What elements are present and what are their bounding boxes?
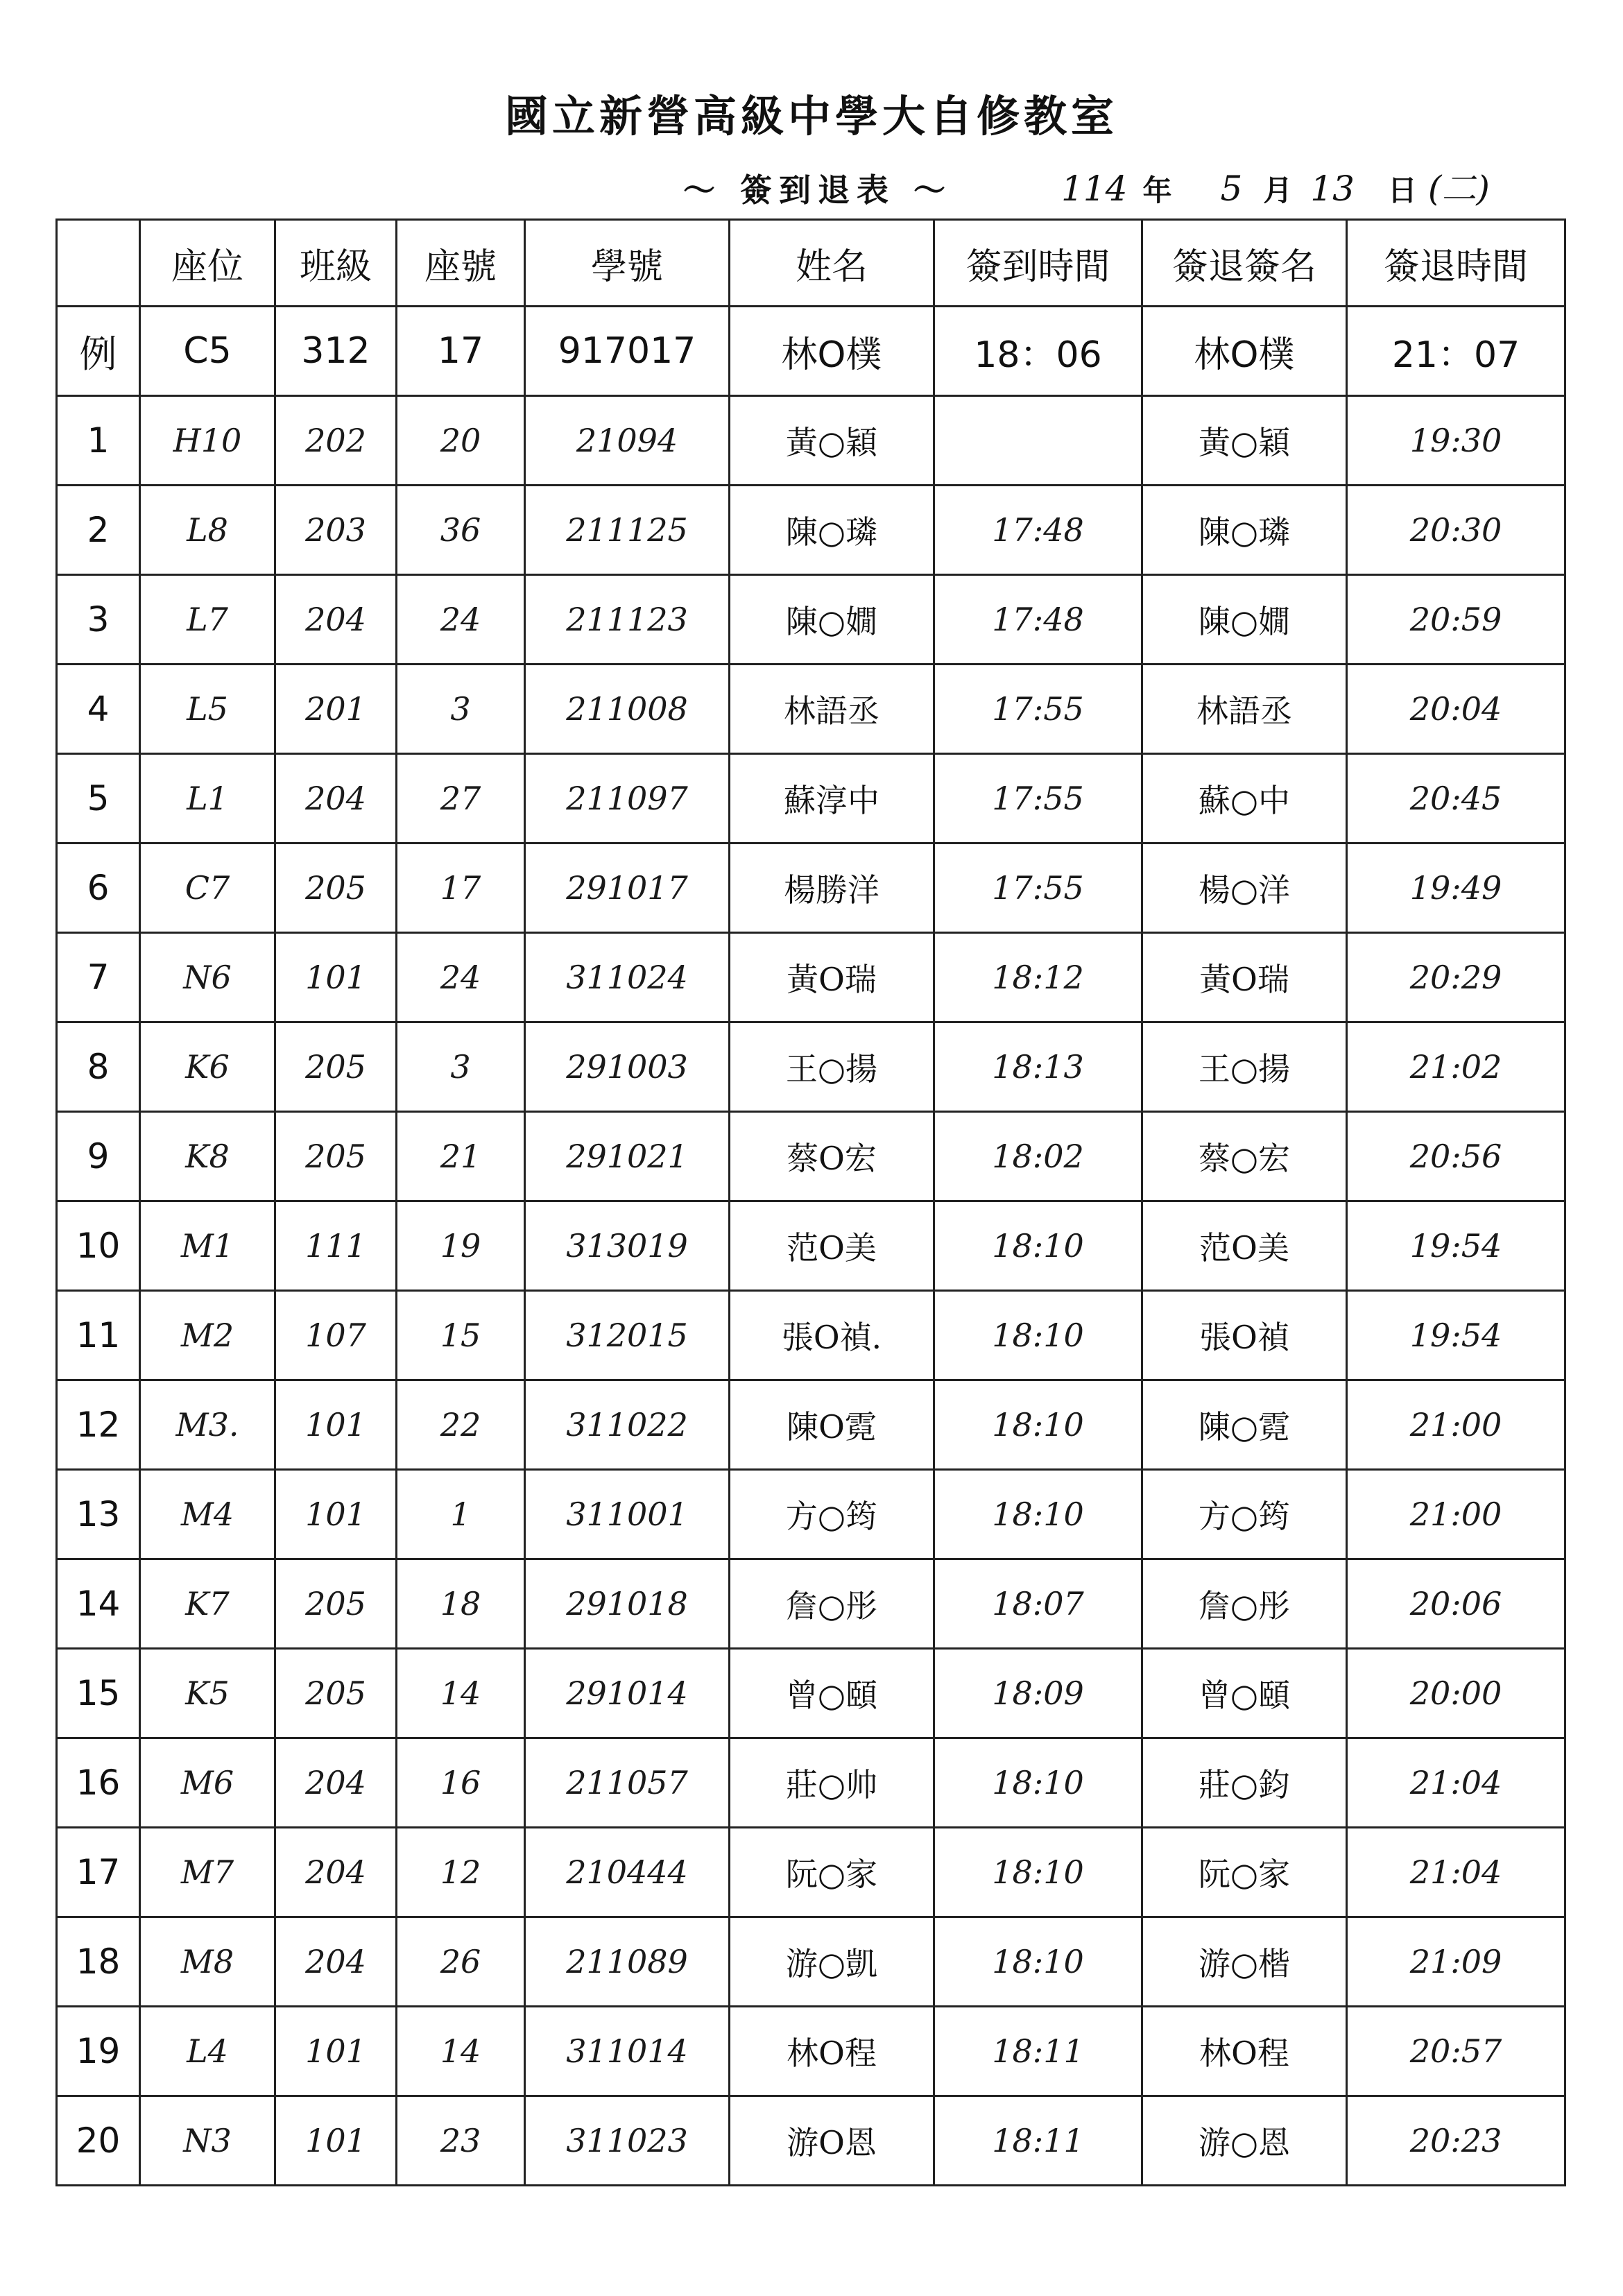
class-cell: 101 (275, 1470, 397, 1559)
example-seat-number: 17 (397, 307, 525, 396)
sign-out-time-cell: 19:30 (1347, 396, 1565, 486)
student-id-cell: 211123 (525, 575, 730, 665)
seat-number-cell: 27 (397, 754, 525, 843)
class-cell: 101 (275, 1380, 397, 1470)
class-cell: 204 (275, 754, 397, 843)
class-cell: 101 (275, 2096, 397, 2186)
sign-out-signature-cell: 蔡○宏 (1142, 1112, 1347, 1201)
sign-out-signature-cell: 陳○霓 (1142, 1380, 1347, 1470)
name-cell: 黃○穎 (730, 396, 934, 486)
sign-out-signature-cell: 張O禎 (1142, 1291, 1347, 1380)
seat-number-cell: 14 (397, 2007, 525, 2096)
class-cell: 205 (275, 1649, 397, 1738)
example-seat: C5 (140, 307, 275, 396)
name-cell: 陳○璘 (730, 486, 934, 575)
col-header-sign-out-signature: 簽退簽名 (1142, 220, 1347, 307)
student-id-cell: 311024 (525, 933, 730, 1022)
date-day: 13 (1310, 169, 1355, 209)
class-cell: 205 (275, 843, 397, 933)
student-id-cell: 211008 (525, 665, 730, 754)
table-row (57, 1201, 1565, 1291)
seat-cell: M4 (140, 1470, 275, 1559)
sign-in-time-cell: 18:10 (934, 1380, 1142, 1470)
table-row (57, 1291, 1565, 1380)
row-number: 5 (57, 754, 140, 843)
name-cell: 方○筠 (730, 1470, 934, 1559)
seat-cell: L8 (140, 486, 275, 575)
table-row (57, 486, 1565, 575)
table-row (57, 665, 1565, 754)
sign-in-time-cell: 17:55 (934, 665, 1142, 754)
seat-cell: H10 (140, 396, 275, 486)
sign-out-time-cell: 20:59 (1347, 575, 1565, 665)
student-id-cell: 21094 (525, 396, 730, 486)
col-header-class: 班級 (275, 220, 397, 307)
seat-number-cell: 18 (397, 1559, 525, 1649)
row-number: 17 (57, 1828, 140, 1917)
name-cell: 游○凱 (730, 1917, 934, 2007)
sign-in-time-cell: 18:10 (934, 1738, 1142, 1828)
sign-out-time-cell: 19:49 (1347, 843, 1565, 933)
student-id-cell: 313019 (525, 1201, 730, 1291)
table-row (57, 1022, 1565, 1112)
name-cell: 陳○嫺 (730, 575, 934, 665)
row-number: 4 (57, 665, 140, 754)
sign-out-time-cell: 20:45 (1347, 754, 1565, 843)
seat-number-cell: 22 (397, 1380, 525, 1470)
col-header-seat-number: 座號 (397, 220, 525, 307)
sign-out-signature-cell: 黃○穎 (1142, 396, 1347, 486)
table-row (57, 1828, 1565, 1917)
sign-in-time-cell: 18:12 (934, 933, 1142, 1022)
sign-in-time-cell (934, 396, 1142, 486)
sign-out-signature-cell: 曾○頤 (1142, 1649, 1347, 1738)
class-cell: 204 (275, 1738, 397, 1828)
class-cell: 204 (275, 575, 397, 665)
sign-in-time-cell: 18:10 (934, 1470, 1142, 1559)
sign-in-time-cell: 18:02 (934, 1112, 1142, 1201)
seat-number-cell: 12 (397, 1828, 525, 1917)
col-header-name: 姓名 (730, 220, 934, 307)
seat-cell: C7 (140, 843, 275, 933)
name-cell: 林O程 (730, 2007, 934, 2096)
student-id-cell: 211089 (525, 1917, 730, 2007)
seat-number-cell: 19 (397, 1201, 525, 1291)
sign-out-time-cell: 20:06 (1347, 1559, 1565, 1649)
row-number: 3 (57, 575, 140, 665)
seat-number-cell: 3 (397, 665, 525, 754)
table-row (57, 1112, 1565, 1201)
student-id-cell: 311014 (525, 2007, 730, 2096)
example-sign-out-time: 21：07 (1347, 307, 1565, 396)
sign-out-signature-cell: 阮○家 (1142, 1828, 1347, 1917)
table-row (57, 575, 1565, 665)
sign-in-time-cell: 17:55 (934, 754, 1142, 843)
seat-number-cell: 21 (397, 1112, 525, 1201)
seat-number-cell: 17 (397, 843, 525, 933)
sign-out-time-cell: 21:00 (1347, 1470, 1565, 1559)
sign-in-time-cell: 17:48 (934, 575, 1142, 665)
student-id-cell: 210444 (525, 1828, 730, 1917)
col-header-seat: 座位 (140, 220, 275, 307)
name-cell: 蔡O宏 (730, 1112, 934, 1201)
seat-cell: L4 (140, 2007, 275, 2096)
name-cell: 楊勝洋 (730, 843, 934, 933)
sign-out-signature-cell: 陳○嫺 (1142, 575, 1347, 665)
class-cell: 107 (275, 1291, 397, 1380)
date-month-label: 月 (1263, 173, 1293, 207)
seat-number-cell: 1 (397, 1470, 525, 1559)
seat-cell: L5 (140, 665, 275, 754)
row-number: 1 (57, 396, 140, 486)
col-header-student-id: 學號 (525, 220, 730, 307)
name-cell: 王○揚 (730, 1022, 934, 1112)
class-cell: 204 (275, 1828, 397, 1917)
sign-out-time-cell: 20:56 (1347, 1112, 1565, 1201)
sheet-subtitle: ～ 簽到退表 ～ (683, 171, 953, 209)
sign-in-time-cell: 18:09 (934, 1649, 1142, 1738)
table-row (57, 396, 1565, 486)
seat-cell: M8 (140, 1917, 275, 2007)
seat-number-cell: 3 (397, 1022, 525, 1112)
row-number: 20 (57, 2096, 140, 2186)
col-header-sign-in-time: 簽到時間 (934, 220, 1142, 307)
row-number: 18 (57, 1917, 140, 2007)
sign-out-signature-cell: 游○恩 (1142, 2096, 1347, 2186)
seat-cell: N6 (140, 933, 275, 1022)
seat-number-cell: 20 (397, 396, 525, 486)
row-number: 6 (57, 843, 140, 933)
sign-out-time-cell: 21:00 (1347, 1380, 1565, 1470)
seat-cell: M3. (140, 1380, 275, 1470)
sign-out-time-cell: 21:04 (1347, 1828, 1565, 1917)
name-cell: 游O恩 (730, 2096, 934, 2186)
example-student-id: 917017 (525, 307, 730, 396)
sign-out-time-cell: 20:04 (1347, 665, 1565, 754)
date-year: 114 (1061, 169, 1128, 209)
student-id-cell: 291014 (525, 1649, 730, 1738)
seat-cell: L1 (140, 754, 275, 843)
sign-in-out-table (55, 219, 1566, 2186)
table-row (57, 1559, 1565, 1649)
sign-out-signature-cell: 詹○彤 (1142, 1559, 1347, 1649)
date-weekday: (二) (1427, 169, 1490, 209)
table-row (57, 1917, 1565, 2007)
sign-out-time-cell: 20:00 (1347, 1649, 1565, 1738)
row-number: 16 (57, 1738, 140, 1828)
sign-out-signature-cell: 黃O瑞 (1142, 933, 1347, 1022)
class-cell: 202 (275, 396, 397, 486)
class-cell: 205 (275, 1022, 397, 1112)
date-month: 5 (1220, 169, 1243, 209)
date-day-label: 日 (1387, 173, 1417, 207)
row-number: 10 (57, 1201, 140, 1291)
name-cell: 范O美 (730, 1201, 934, 1291)
student-id-cell: 291021 (525, 1112, 730, 1201)
name-cell: 阮○家 (730, 1828, 934, 1917)
row-number: 7 (57, 933, 140, 1022)
row-number: 8 (57, 1022, 140, 1112)
sign-in-time-cell: 18:13 (934, 1022, 1142, 1112)
sign-in-time-cell: 18:11 (934, 2007, 1142, 2096)
name-cell: 黃O瑞 (730, 933, 934, 1022)
seat-cell: M2 (140, 1291, 275, 1380)
sign-out-signature-cell: 方○筠 (1142, 1470, 1347, 1559)
class-cell: 204 (275, 1917, 397, 2007)
seat-cell: K5 (140, 1649, 275, 1738)
seat-cell: L7 (140, 575, 275, 665)
sign-out-signature-cell: 范O美 (1142, 1201, 1347, 1291)
sheet-title: 國立新營高級中學大自修教室 (504, 91, 1118, 142)
sign-out-time-cell: 20:30 (1347, 486, 1565, 575)
name-cell: 蘇淳中 (730, 754, 934, 843)
sign-out-signature-cell: 陳○璘 (1142, 486, 1347, 575)
student-id-cell: 211057 (525, 1738, 730, 1828)
sign-in-time-cell: 18:10 (934, 1917, 1142, 2007)
sign-in-time-cell: 18:10 (934, 1201, 1142, 1291)
name-cell: 曾○頤 (730, 1649, 934, 1738)
sign-out-signature-cell: 林語丞 (1142, 665, 1347, 754)
row-number: 9 (57, 1112, 140, 1201)
name-cell: 陳O霓 (730, 1380, 934, 1470)
seat-cell: N3 (140, 2096, 275, 2186)
seat-cell: K7 (140, 1559, 275, 1649)
seat-number-cell: 15 (397, 1291, 525, 1380)
seat-number-cell: 14 (397, 1649, 525, 1738)
seat-cell: M1 (140, 1201, 275, 1291)
example-class: 312 (275, 307, 397, 396)
seat-cell: M7 (140, 1828, 275, 1917)
class-cell: 111 (275, 1201, 397, 1291)
student-id-cell: 291018 (525, 1559, 730, 1649)
sign-out-time-cell: 20:57 (1347, 2007, 1565, 2096)
table-row (57, 843, 1565, 933)
table-row (57, 1380, 1565, 1470)
table-row (57, 933, 1565, 1022)
table-header-row (57, 220, 1565, 307)
sign-out-signature-cell: 蘇○中 (1142, 754, 1347, 843)
row-number: 12 (57, 1380, 140, 1470)
row-number: 15 (57, 1649, 140, 1738)
row-number: 19 (57, 2007, 140, 2096)
seat-number-cell: 16 (397, 1738, 525, 1828)
student-id-cell: 291003 (525, 1022, 730, 1112)
sign-in-time-cell: 18:07 (934, 1559, 1142, 1649)
seat-number-cell: 36 (397, 486, 525, 575)
sign-out-signature-cell: 莊○鈞 (1142, 1738, 1347, 1828)
sign-out-time-cell: 21:09 (1347, 1917, 1565, 2007)
sign-out-time-cell: 20:23 (1347, 2096, 1565, 2186)
seat-number-cell: 26 (397, 1917, 525, 2007)
student-id-cell: 211097 (525, 754, 730, 843)
row-number: 11 (57, 1291, 140, 1380)
name-cell: 莊○帅 (730, 1738, 934, 1828)
sign-out-time-cell: 21:02 (1347, 1022, 1565, 1112)
sign-out-time-cell: 19:54 (1347, 1291, 1565, 1380)
example-name: 林O樸 (730, 307, 934, 396)
class-cell: 101 (275, 2007, 397, 2096)
sign-in-time-cell: 18:11 (934, 2096, 1142, 2186)
row-number: 2 (57, 486, 140, 575)
seat-cell: M6 (140, 1738, 275, 1828)
example-label: 例 (57, 307, 140, 396)
class-cell: 205 (275, 1112, 397, 1201)
col-header-sign-out-time: 簽退時間 (1347, 220, 1565, 307)
table-row (57, 2007, 1565, 2096)
class-cell: 201 (275, 665, 397, 754)
date-year-label: 年 (1142, 173, 1172, 207)
example-row (57, 307, 1565, 396)
sign-in-time-cell: 18:10 (934, 1291, 1142, 1380)
class-cell: 205 (275, 1559, 397, 1649)
sign-out-signature-cell: 王○揚 (1142, 1022, 1347, 1112)
row-number: 13 (57, 1470, 140, 1559)
sign-in-time-cell: 17:55 (934, 843, 1142, 933)
student-id-cell: 211125 (525, 486, 730, 575)
seat-cell: K8 (140, 1112, 275, 1201)
sign-out-time-cell: 19:54 (1347, 1201, 1565, 1291)
student-id-cell: 312015 (525, 1291, 730, 1380)
table-row (57, 754, 1565, 843)
sign-out-time-cell: 21:04 (1347, 1738, 1565, 1828)
name-cell: 張O禎. (730, 1291, 934, 1380)
table-row (57, 1738, 1565, 1828)
table-row (57, 1649, 1565, 1738)
table-row (57, 1470, 1565, 1559)
class-cell: 203 (275, 486, 397, 575)
sign-out-signature-cell: 林O程 (1142, 2007, 1347, 2096)
sign-out-signature-cell: 楊○洋 (1142, 843, 1347, 933)
seat-cell: K6 (140, 1022, 275, 1112)
name-cell: 詹○彤 (730, 1559, 934, 1649)
example-sign-in-time: 18：06 (934, 307, 1142, 396)
class-cell: 101 (275, 933, 397, 1022)
row-number: 14 (57, 1559, 140, 1649)
student-id-cell: 311023 (525, 2096, 730, 2186)
sign-out-signature-cell: 游○楷 (1142, 1917, 1347, 2007)
sign-in-time-cell: 17:48 (934, 486, 1142, 575)
sign-in-time-cell: 18:10 (934, 1828, 1142, 1917)
student-id-cell: 311022 (525, 1380, 730, 1470)
sheet-date (1061, 161, 1490, 211)
table-row (57, 2096, 1565, 2186)
sign-out-time-cell: 20:29 (1347, 933, 1565, 1022)
col-header-row-number (57, 220, 140, 307)
seat-number-cell: 24 (397, 933, 525, 1022)
seat-number-cell: 23 (397, 2096, 525, 2186)
student-id-cell: 311001 (525, 1470, 730, 1559)
name-cell: 林語丞 (730, 665, 934, 754)
seat-number-cell: 24 (397, 575, 525, 665)
student-id-cell: 291017 (525, 843, 730, 933)
example-sign-out-signature: 林O樸 (1142, 307, 1347, 396)
